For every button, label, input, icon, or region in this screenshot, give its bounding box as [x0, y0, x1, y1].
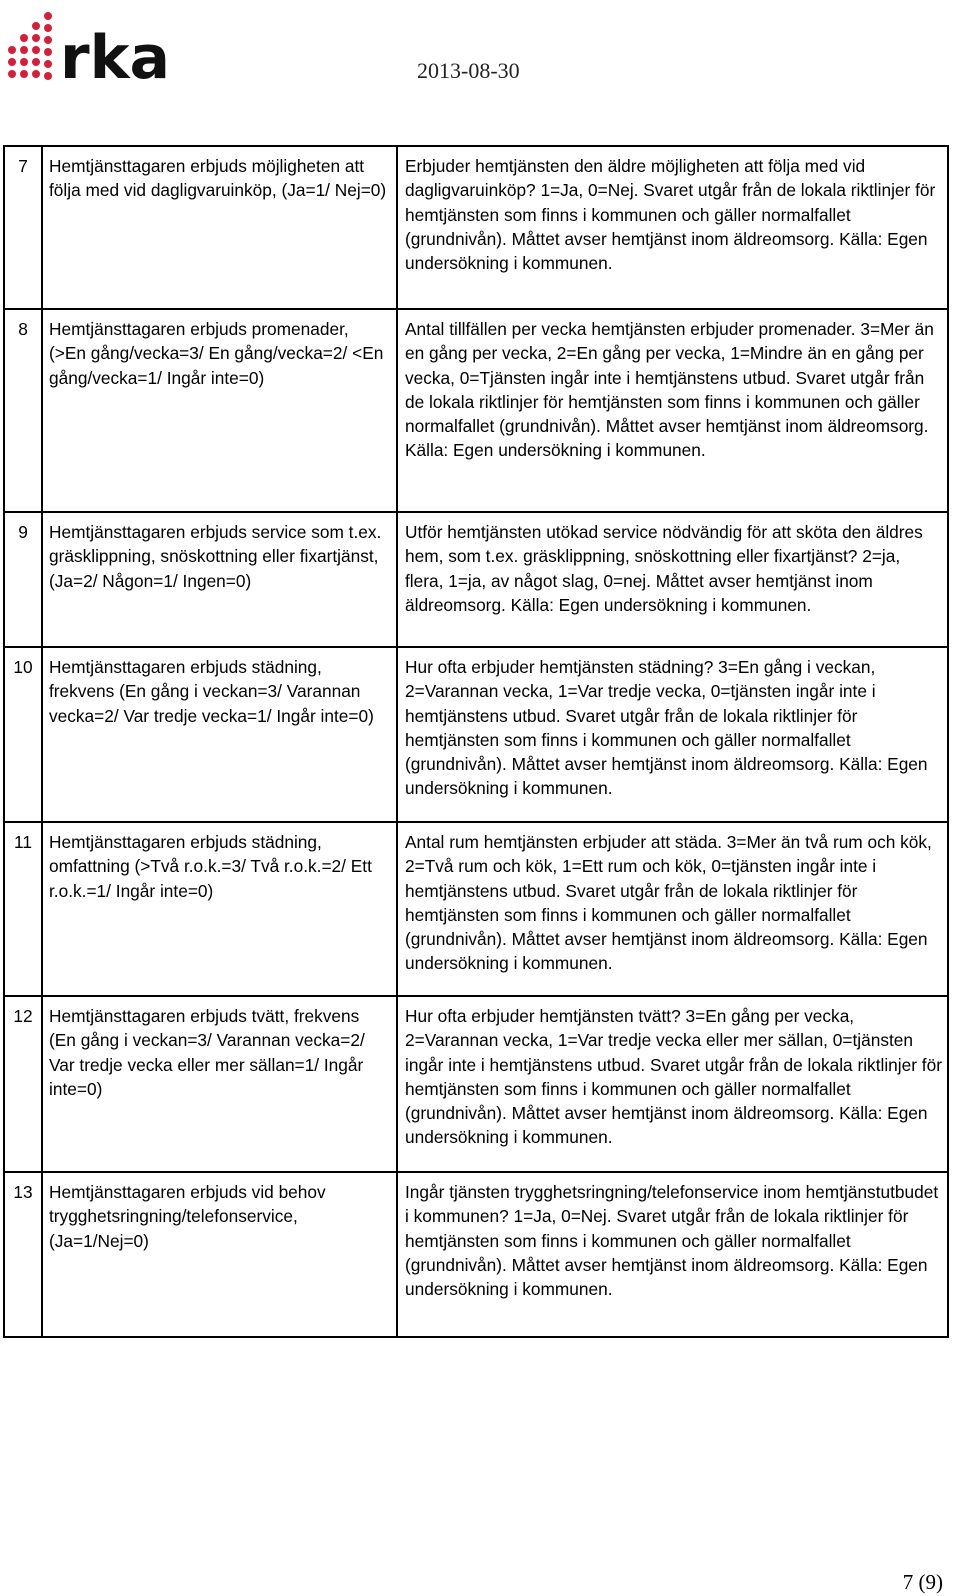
table-row [4, 996, 948, 1172]
indicator-label: Hemtjänsttagaren erbjuds service som t.ex. gräsklippning, snöskottning eller fixartjänst, (Ja=2/ Någon=1/ Ingen=0) [42, 512, 397, 647]
row-number: 12 [4, 996, 42, 1172]
page-header [0, 0, 960, 110]
indicator-description: Utför hemtjänsten utökad service nödvändig för att sköta den äldres hem, som t.ex. gräsklippning, snöskottning eller fixartjänst? 2=ja, flera, 1=ja, av något slag, 0=nej. Måttet avser hemtjänst inom äldreomsorg. Källa: Egen undersökning i kommunen. [397, 512, 948, 647]
logo-dots [8, 12, 52, 80]
indicator-label: Hemtjänsttagaren erbjuds promenader, (>En gång/vecka=3/ En gång/vecka=2/ <En gång/vecka=1/ Ingår inte=0) [42, 309, 397, 512]
indicator-description: Hur ofta erbjuder hemtjänsten tvätt? 3=En gång per vecka, 2=Varannan vecka, 1=Var tredje vecka eller mer sällan, 0=tjänsten ingår inte i hemtjänstens utbud. Svaret utgår från de lokala riktlinjer för hemtjänsten som finns i kommunen och gäller normalfallet (grundnivån). Måttet avser hemtjänst inom äldreomsorg. Källa: Egen undersökning i kommunen. [397, 996, 948, 1172]
indicator-label: Hemtjänsttagaren erbjuds städning, omfattning (>Två r.o.k.=3/ Två r.o.k.=2/ Ett r.o.k.=1/ Ingår inte=0) [42, 822, 397, 996]
indicator-label: Hemtjänsttagaren erbjuds möjligheten att följa med vid dagligvaruinköp, (Ja=1/ Nej=0) [42, 146, 397, 309]
indicator-label: Hemtjänsttagaren erbjuds tvätt, frekvens (En gång i veckan=3/ Varannan vecka=2/ Var tredje vecka eller mer sällan=1/ Ingår inte=0) [42, 996, 397, 1172]
logo-text: rka [60, 23, 170, 82]
document-date: 2013-08-30 [417, 58, 520, 83]
indicator-label: Hemtjänsttagaren erbjuds vid behov trygghetsringning/telefonservice, (Ja=1/Nej=0) [42, 1172, 397, 1337]
table-row [4, 1172, 948, 1337]
indicator-description: Hur ofta erbjuder hemtjänsten städning? 3=En gång i veckan, 2=Varannan vecka, 1=Var tredje vecka, 0=tjänsten ingår inte i hemtjänstens utbud. Svaret utgår från de lokala riktlinjer för hemtjänsten som finns i kommunen och gäller normalfallet (grundnivån). Måttet avser hemtjänst inom äldreomsorg. Källa: Egen undersökning i kommunen. [397, 647, 948, 822]
row-number: 11 [4, 822, 42, 996]
table-row [4, 512, 948, 647]
rka-logo [4, 6, 184, 82]
indicator-description: Ingår tjänsten trygghetsringning/telefonservice inom hemtjänstutbudet i kommunen? 1=Ja, 0=Nej. Svaret utgår från de lokala riktlinjer för hemtjänsten som finns i kommunen och gäller normalfallet (grundnivån). Måttet avser hemtjänst inom äldreomsorg. Källa: Egen undersökning i kommunen. [397, 1172, 948, 1337]
row-number: 7 [4, 146, 42, 309]
page-number: 7 (9) [902, 1570, 943, 1594]
row-number: 9 [4, 512, 42, 647]
table-row [4, 822, 948, 996]
row-number: 13 [4, 1172, 42, 1337]
indicator-description: Antal tillfällen per vecka hemtjänsten erbjuder promenader. 3=Mer än en gång per vecka, 2=En gång per vecka, 1=Mindre än en gång per vecka, 0=Tjänsten ingår inte i hemtjänstens utbud. Svaret utgår från de lokala riktlinjer för hemtjänsten som finns i kommunen och gäller normalfallet (grundnivån). Måttet avser hemtjänst inom äldreomsorg. Källa: Egen undersökning i kommunen. [397, 309, 948, 512]
table-row [4, 146, 948, 309]
indicator-description: Antal rum hemtjänsten erbjuder att städa. 3=Mer än två rum och kök, 2=Två rum och kök, 1=Ett rum och kök, 0=tjänsten ingår inte i hemtjänstens utbud. Svaret utgår från de lokala riktlinjer för hemtjänsten som finns i kommunen och gäller normalfallet (grundnivån). Måttet avser hemtjänst inom äldreomsorg. Källa: Egen undersökning i kommunen. [397, 822, 948, 996]
table-row [4, 309, 948, 512]
indicator-label: Hemtjänsttagaren erbjuds städning, frekvens (En gång i veckan=3/ Varannan vecka=2/ Var tredje vecka=1/ Ingår inte=0) [42, 647, 397, 822]
row-number: 10 [4, 647, 42, 822]
row-number: 8 [4, 309, 42, 512]
table-row [4, 647, 948, 822]
indicator-table [3, 145, 949, 1338]
indicator-description: Erbjuder hemtjänsten den äldre möjligheten att följa med vid dagligvaruinköp? 1=Ja, 0=Nej. Svaret utgår från de lokala riktlinjer för hemtjänsten som finns i kommunen och gäller normalfallet (grundnivån). Måttet avser hemtjänst inom äldreomsorg. Källa: Egen undersökning i kommunen. [397, 146, 948, 309]
